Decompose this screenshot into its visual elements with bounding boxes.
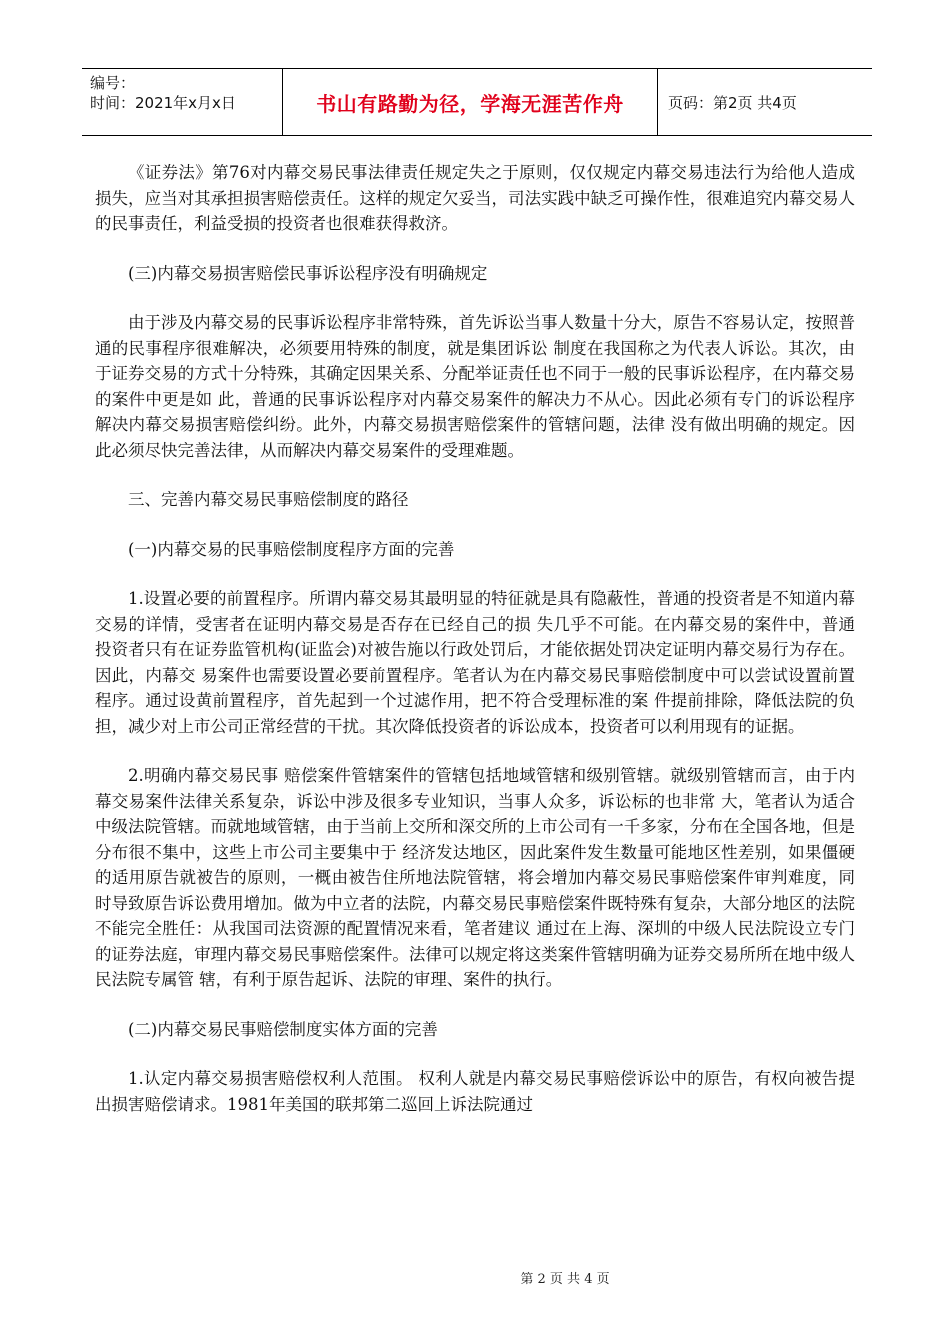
header-motto: 书山有路勤为径，学海无涯苦作舟 <box>282 69 658 135</box>
header-meta <box>82 69 282 135</box>
header-page-label: 页码：第2页 共4页 <box>668 93 797 112</box>
page-header <box>82 68 872 136</box>
page-footer: 第 2 页 共 4 页 <box>520 1272 610 1287</box>
chapter-heading-3: 三、完善内幕交易民事赔偿制度的路径 <box>128 490 409 509</box>
section-heading-2: (二)内幕交易民事赔偿制度实体方面的完善 <box>128 1019 438 1039</box>
paragraph-4: 2.明确内幕交易民事 赔偿案件管辖案件的管辖包括地域管辖和级别管辖。就级别管辖而言，由于内幕交易案件法律关系复杂，诉讼中涉及很多专业知识，当事人众多，诉讼标的也非常 大，笔者认为适合中级法院管辖。而就地域管辖，由于当前上交所和深交所的上市公司有一千多家，分布在全国各地，但是分布很不集中，这些上市公司主要集中于 经济发达地区，因此案件发生数量可能地区性差别，如果僵硬的适用原告就被告的原则，一概由被告住所地法院管辖，将会增加内幕交易民事赔偿案件审判难度，同 时导致原告诉讼费用增加。做为中立者的法院，内幕交易民事赔偿案件既特殊有复杂，大部分地区的法院不能完全胜任：从我国司法资源的配置情况来看，笔者建议 通过在上海、深圳的中级人民法院设立专门的证券法庭，审理内幕交易民事赔偿案件。法律可以规定将这类案件管辖明确为证券交易所所在地中级人民法院专属管 辖，有利于原告起诉、法院的审理、案件的执行。 <box>95 766 855 989</box>
paragraph-3: 1.设置必要的前置程序。所谓内幕交易其最明显的特征就是具有隐蔽性，普通的投资者是不知道内幕交易的详情，受害者在证明内幕交易是否存在已经自己的损 失几乎不可能。在内幕交易的案件中，普通投资者只有在证券监管机构(证监会)对被告施以行政处罚后，才能依据处罚决定证明内幕交易行为存在。因此，内幕交 易案件也需要设置必要前置程序。笔者认为在内幕交易民事赔偿制度中可以尝试设置前置程序。通过设黄前置程序，首先起到一个过滤作用，把不符合受理标准的案 件提前排除，降低法院的负担，减少对上市公司正常经营的干扰。其次降低投资者的诉讼成本，投资者可以利用现有的证据。 <box>95 589 855 736</box>
section-heading-3: (三)内幕交易损害赔偿民事诉讼程序没有明确规定 <box>128 263 488 283</box>
paragraph-2: 由于涉及内幕交易的民事诉讼程序非常特殊，首先诉讼当事人数量十分大，原告不容易认定，按照普通的民事程序很难解决，必须要用特殊的制度，就是集团诉讼 制度在我国称之为代表人诉讼。其次，由于证券交易的方式十分特殊，其确定因果关系、分配举证责任也不同于一般的民事诉讼程序，在内幕交易的案件中更是如 此，普通的民事诉讼程序对内幕交易案件的解决力不从心。因此必须有专门的诉讼程序解决内幕交易损害赔偿纠纷。此外，内幕交易损害赔偿案件的管辖问题，法律 没有做出明确的规定。因此必须尽快完善法律，从而解决内幕交易案件的受理难题。 <box>95 313 855 460</box>
section-heading-1: (一)内幕交易的民事赔偿制度程序方面的完善 <box>128 539 455 559</box>
paragraph-5: 1.认定内幕交易损害赔偿权利人范围。 权利人就是内幕交易民事赔偿诉讼中的原告，有权向被告提出损害赔偿请求。1981年美国的联邦第二巡回上诉法院通过 <box>95 1069 855 1114</box>
document-body <box>95 160 855 1141</box>
paragraph-1: 《证券法》第76对内幕交易民事法律责任规定失之于原则，仅仅规定内幕交易违法行为给他人造成损失，应当对其承担损害赔偿责任。这样的规定欠妥当，司法实践中缺乏可操作性，很难追究内幕交易人的民事责任，利益受损的投资者也很难获得救济。 <box>95 163 855 233</box>
header-number-label: 编号： <box>90 74 136 92</box>
header-time-label: 时间：2021年x月x日 <box>90 94 236 112</box>
